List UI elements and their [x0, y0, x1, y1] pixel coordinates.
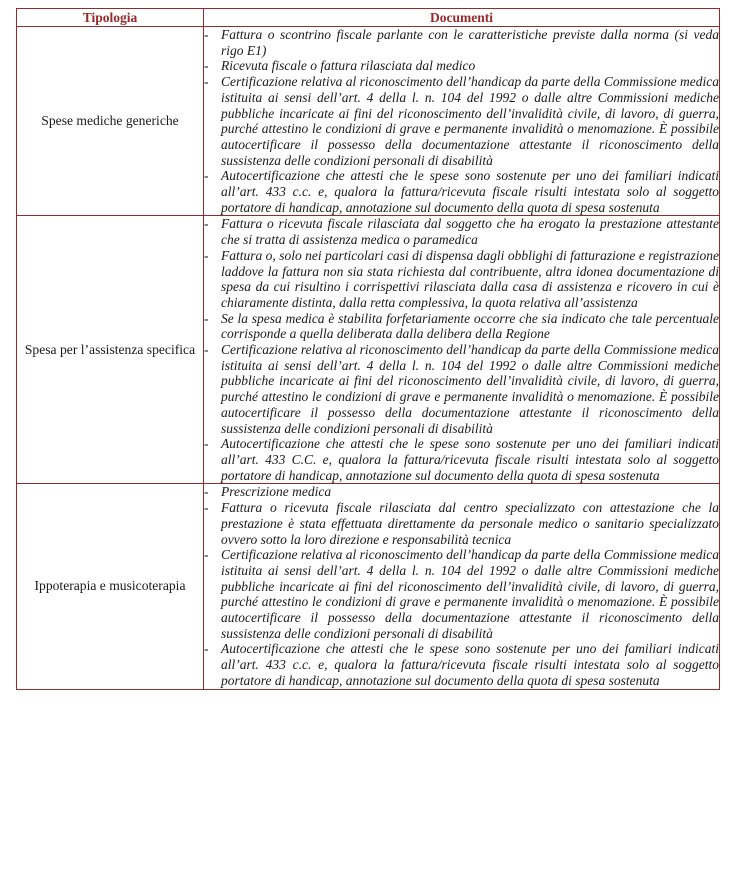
list-item: - Certificazione relativa al riconoscimento dell’handicap da parte della Commissione medica istituita ai sensi dell’art. 4 della l. n. 104 del 1992 o dalle altre Commissioni mediche pubbliche incaricate ai fini del riconoscimento dell’invalidità civile, di lavoro, di guerra, purché attestino le condizioni di grave e permanente invalidità o menomazione. È possibile autocertificare il possesso della documentazione attestante il riconoscimento della sussistenza delle condizioni personali di disabilità	[204, 342, 719, 436]
list-item: - Fattura o scontrino fiscale parlante con le caratteristiche previste dalla norma (si veda rigo E1)	[204, 27, 719, 58]
list-item: - Certificazione relativa al riconoscimento dell’handicap da parte della Commissione medica istituita ai sensi dell’art. 4 della l. n. 104 del 1992 o dalle altre Commissioni mediche pubbliche incaricate ai fini del riconoscimento dell’invalidità civile, di lavoro, di guerra, purché attestino le condizioni di grave e permanente invalidità o menomazione. È possibile autocertificare il possesso della documentazione attestante il riconoscimento della sussistenza delle condizioni personali di disabilità	[204, 74, 719, 168]
list-item: - Autocertificazione che attesti che le spese sono sostenute per uno dei familiari indicati all’art. 433 c.c. e, qualora la fattura/ricevuta fiscale risulti intestata solo al soggetto portatore di handicap, annotazione sul documento della quota di spesa sostenuta	[204, 641, 719, 688]
documenti-cell	[204, 216, 720, 484]
list-item: - Autocertificazione che attesti che le spese sono sostenute per uno dei familiari indicati all’art. 433 C.C. e, qualora la fattura/ricevuta fiscale risulti intestata solo al soggetto portatore di handicap, annotazione sul documento della quota di spesa sostenuta	[204, 436, 719, 483]
documenti-list	[204, 484, 719, 688]
header-row	[17, 9, 720, 27]
header-tipologia: Tipologia	[17, 9, 204, 27]
list-item: - Ricevuta fiscale o fattura rilasciata dal medico	[204, 58, 719, 74]
documenti-cell	[204, 484, 720, 689]
documents-table	[16, 8, 720, 690]
tipologia-cell: Spesa per l’assistenza specifica	[17, 216, 204, 484]
table-row	[17, 484, 720, 689]
list-item: - Autocertificazione che attesti che le spese sono sostenute per uno dei familiari indicati all’art. 433 c.c. e, qualora la fattura/ricevuta fiscale risulti intestata solo al soggetto portatore di handicap, annotazione sul documento della quota di spesa sostenuta	[204, 168, 719, 215]
documenti-list	[204, 27, 719, 215]
list-item: - Fattura o ricevuta fiscale rilasciata dal centro specializzato con attestazione che la prestazione è stata effettuata direttamente da personale medico o sanitario specializzato ovvero sotto la loro direzione e responsabilità tecnica	[204, 500, 719, 547]
documenti-cell	[204, 27, 720, 216]
list-item: - Certificazione relativa al riconoscimento dell’handicap da parte della Commissione medica istituita ai sensi dell’art. 4 della l. n. 104 del 1992 o dalle altre Commissioni mediche pubbliche incaricate ai fini del riconoscimento dell’invalidità civile, di lavoro, di guerra, purché attestino le condizioni di grave e permanente invalidità o menomazione. È possibile autocertificare il possesso della documentazione attestante il riconoscimento della sussistenza delle condizioni personali di disabilità	[204, 547, 719, 641]
table-row	[17, 27, 720, 216]
tipologia-cell: Spese mediche generiche	[17, 27, 204, 216]
table-row	[17, 216, 720, 484]
list-item: - Se la spesa medica è stabilita forfetariamente occorre che sia indicato che tale percentuale corrisponde a quella deliberata dalla delibera della Regione	[204, 311, 719, 342]
header-documenti: Documenti	[204, 9, 720, 27]
tipologia-cell: Ippoterapia e musicoterapia	[17, 484, 204, 689]
list-item: - Fattura o ricevuta fiscale rilasciata dal soggetto che ha erogato la prestazione attestante che si tratta di assistenza medica o paramedica	[204, 216, 719, 247]
list-item: - Prescrizione medica	[204, 484, 719, 500]
list-item: - Fattura o, solo nei particolari casi di dispensa dagli obblighi di fatturazione e registrazione laddove la fattura non sia stata richiesta dal contribuente, altra idonea documentazione di spesa da cui risultino i corrispettivi rilasciata dalla casa di assistenza e ricovero in cui è chiaramente distinta, dalla retta complessiva, la quota relativa all’assistenza	[204, 248, 719, 311]
documenti-list	[204, 216, 719, 483]
